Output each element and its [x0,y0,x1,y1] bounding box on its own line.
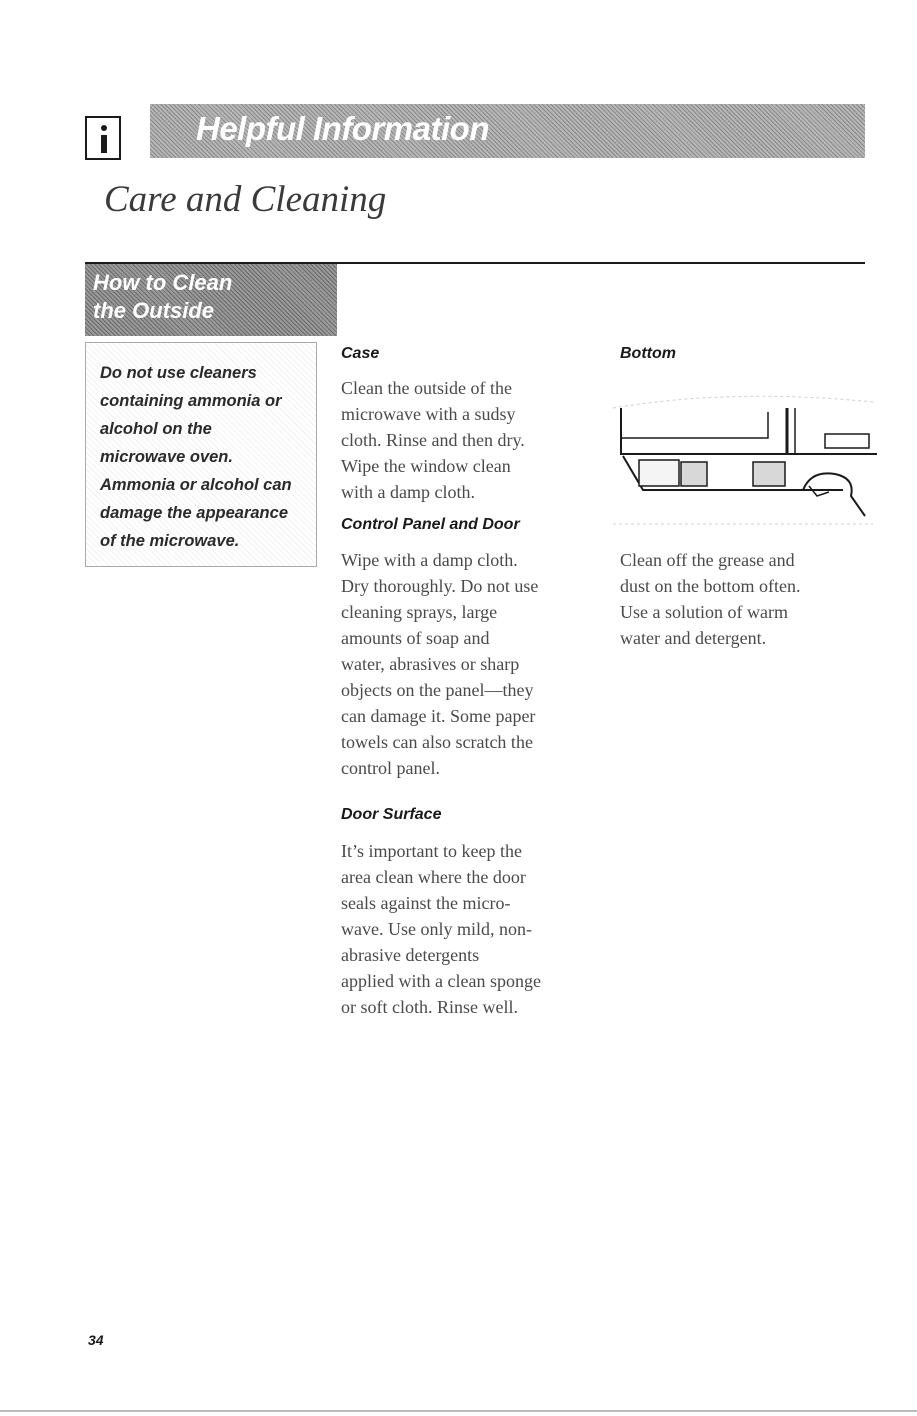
warning-line: damage the appearance [100,504,288,522]
side-tab-line: the Outside [93,298,215,323]
warning-line: containing ammonia or [100,392,282,410]
banner-title: Helpful Information [196,110,489,147]
info-icon-dot [101,125,107,131]
bottom-line: Use a solution of warm [620,602,788,622]
case-line: Wipe the window clean [341,456,511,476]
control-panel-line: control panel. [341,758,440,778]
control-panel-line: amounts of soap and [341,628,490,648]
warning-box [85,342,317,567]
case-line: cloth. Rinse and then dry. [341,430,525,450]
warning-line: Do not use cleaners [100,364,257,382]
warning-line: of the microwave. [100,532,240,550]
door-surface-body [341,838,541,1020]
door-surface-line: It’s important to keep the [341,841,522,861]
section-title: Care and Cleaning [104,179,387,220]
door-surface-heading: Door Surface [341,806,442,823]
page-bottom-edge [0,1410,917,1412]
control-panel-line: can damage it. Some paper [341,706,536,726]
control-panel-heading: Control Panel and Door [341,516,520,533]
bottom-line: water and detergent. [620,628,767,648]
case-body [341,375,525,505]
control-panel-line: cleaning sprays, large [341,602,498,622]
case-heading: Case [341,345,380,362]
case-line: microwave with a sudsy [341,404,516,424]
bottom-line: Clean off the grease and [620,550,795,570]
control-panel-line: objects on the panel—they [341,680,534,700]
case-line: with a damp cloth. [341,482,475,502]
info-icon-bar [101,135,107,153]
side-tab-line: How to Clean [93,270,233,295]
bottom-line: dust on the bottom often. [620,576,801,596]
case-line: Clean the outside of the [341,378,512,398]
side-tab [85,264,337,336]
info-icon [85,116,121,160]
warning-line: Ammonia or alcohol can [100,476,292,494]
door-surface-line: wave. Use only mild, non- [341,919,532,939]
header-banner [150,104,865,158]
control-panel-body [341,547,538,781]
control-panel-line: water, abrasives or sharp [341,654,520,674]
microwave-illustration-lines [613,396,877,524]
door-surface-line: seals against the micro- [341,893,511,913]
door-surface-line: or soft cloth. Rinse well. [341,997,518,1017]
control-panel-line: Wipe with a damp cloth. [341,550,518,570]
door-surface-line: area clean where the door [341,867,526,887]
page-number: 34 [88,1332,104,1348]
door-surface-line: applied with a clean sponge [341,971,541,991]
control-panel-line: towels can also scratch the [341,732,533,752]
bottom-heading: Bottom [620,345,676,362]
warning-line: microwave oven. [100,448,233,466]
control-panel-line: Dry thoroughly. Do not use [341,576,539,596]
microwave-bottom-cleaning-illustration [603,378,881,526]
warning-line: alcohol on the [100,420,212,438]
bottom-body [620,547,800,651]
door-surface-line: abrasive detergents [341,945,480,965]
